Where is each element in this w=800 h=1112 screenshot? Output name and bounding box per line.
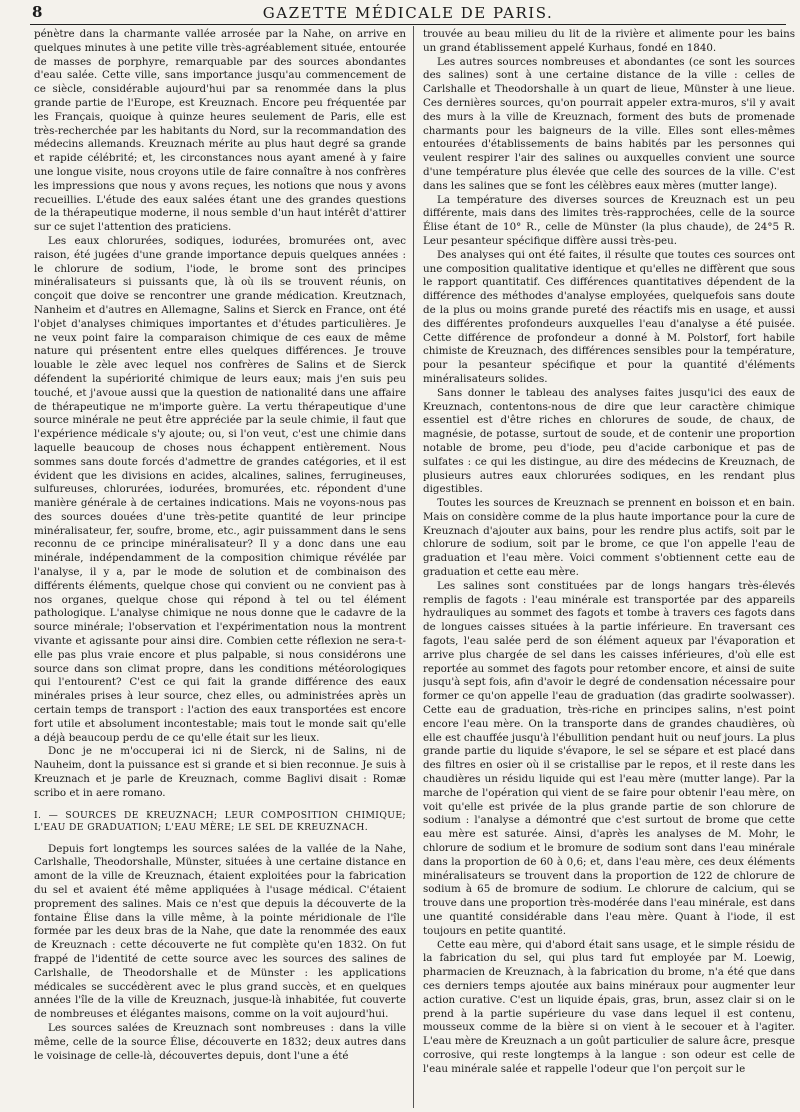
- right-column: [423, 28, 795, 1108]
- paragraph: Les salines sont constituées par de longs hangars très-élevés remplis de fagots : l'eau minérale est transportée par des appareils hydrauliques au sommet des fagots et tombe à travers ces fagots dans de longues caisses situées à la partie inférieure. En traversant ces fagots, l'eau salée perd de son élément aqueux par l'évaporation et arrive plus chargée de sel dans les caisses inférieures, d'où elle est reportée au sommet des fagots pour retomber encore, et ainsi de suite jusqu'à sept fois, afin d'avoir le degré de condensation nécessaire pour former ce qu'on appelle l'eau de graduation (das gradirte soolwasser). Cette eau de graduation, très-riche en principes salins, n'est point encore l'eau mère. On la transporte dans de grandes chaudières, où elle est chauffée jusqu'à l'ébullition pendant huit ou neuf jours. La plus grande partie du liquide s'évapore, le sel se sépare et est placé dans des filtres en osier où il se cristallise par le repos, et il reste dans les chaudières un résidu liquide qui est l'eau mère (mutter lange). Par la marche de l'opération qui vient de se faire pour obtenir l'eau mère, on voit qu'elle est privée de la plus grande partie de son chlorure de sodium : l'analyse a démontré que c'est surtout de brome que cette eau mère est saturée. Ainsi, d'après les analyses de M. Mohr, le chlorure de sodium et le bromure de sodium sont dans l'eau minérale dans la proportion de 60 à 0,6; et, dans l'eau mère, ces deux éléments minéralisateurs se trouvent dans la proportion de 122 de chlorure de sodium à 65 de bromure de sodium. Le chlorure de calcium, qui se trouve dans une proportion très-modérée dans l'eau minérale, est dans une quantité considérable dans l'eau mère. Quant à l'iode, il est toujours en petite quantité.: [423, 579, 795, 937]
- left-column: [34, 28, 406, 1108]
- paragraph: trouvée au beau milieu du lit de la rivière et alimente pour les bains un grand établissement appelé Kurhaus, fondé en 1840.: [423, 28, 795, 54]
- paragraph: Sans donner le tableau des analyses faites jusqu'ici des eaux de Kreuznach, contentons-nous de dire que leur caractère chimique essentiel est d'être riches en chlorures de soude, de chaux, de magnésie, de potasse, surtout de soude, et de contenir une proportion notable de brome, peu d'iode, peu d'acide carbonique et pas de sulfates : ce qui les distingue, au dire des médecins de Kreuznach, de plusieurs autres eaux chlorurées sodiques, en les rendant plus digestibles.: [423, 386, 795, 496]
- paragraph: Toutes les sources de Kreuznach se prennent en boisson et en bain. Mais on considère comme de la plus haute importance pour la cure de Kreuznach d'ajouter aux bains, pour les rendre plus actifs, soit par le chlorure de sodium, soit par le brome, ce que l'on appelle l'eau de graduation et l'eau mère. Voici comment s'obtiennent cette eau de graduation et cette eau mère.: [423, 497, 795, 579]
- column-divider: [413, 26, 414, 1108]
- header-rule: [30, 24, 786, 25]
- paragraph: Les autres sources nombreuses et abondantes (ce sont les sources des salines) sont à une certaine distance de la ville : celles de Carlshalle et Theodorshalle à un quart de lieue, Münster à une lieue. Ces dernières sources, qu'on pourrait appeler extra-muros, s'il y avait des murs à la ville de Kreuznach, forment des buts de promenade charmants pour les baigneurs de la ville. Elles sont elles-mêmes entourées d'établissements de bains habités par les personnes qui veulent respirer l'air des salines ou auxquelles convient une source d'une température plus élevée que celle des sources de la ville. C'est dans les salines que se font les célèbres eaux mères (mutter lange).: [423, 55, 795, 192]
- paragraph: Cette eau mère, qui d'abord était sans usage, et le simple résidu de la fabrication du sel, qui plus tard fut employée par M. Loewig, pharmacien de Kreuznach, à la fabrication du brome, n'a été que dans ces derniers temps ajoutée aux bains minéraux pour augmenter leur action curative. C'est un liquide épais, gras, brun, assez clair si on le prend à la partie supérieure du vase dans lequel il est contenu, mousseux comme de la bière si on vient à le secouer et à l'agiter. L'eau mère de Kreuznach a un goût particulier de salure âcre, presque corrosive, qui reste longtemps à la langue : son odeur est celle de l'eau minérale salée et rappelle l'odeur que l'on perçoit sur le: [423, 938, 795, 1075]
- paragraph: Des analyses qui ont été faites, il résulte que toutes ces sources ont une composition qualitative identique et qu'elles ne diffèrent que sous le rapport quantitatif. Ces différences quantitatives dépendent de la différence des méthodes d'analyse employées, quelquefois sans doute de la plus ou moins grande pureté des réactifs mis en usage, et aussi des différentes profondeurs auxquelles l'eau d'analyse a été puisée. Cette différence de profondeur a donné à M. Polstorf, fort habile chimiste de Kreuznach, des différences sensibles pour la température, pour la pesanteur spécifique et pour la quantité d'éléments minéralisateurs solides.: [423, 248, 795, 385]
- page-number: 8: [32, 3, 43, 21]
- paragraph: Donc je ne m'occuperai ici ni de Sierck, ni de Salins, ni de Nauheim, dont la puissance est si grande et si bien reconnue. Je suis à Kreuznach et je parle de Kreuznach, comme Baglivi disait : Romæ scribo et in aere romano.: [34, 745, 406, 799]
- paragraph: Les eaux chlorurées, sodiques, iodurées, bromurées ont, avec raison, été jugées d'une grande importance depuis quelques années : le chlorure de sodium, l'iode, le brome sont des principes minéralisateurs si puissants que, là où ils se trouvent réunis, on conçoit que doive se rencontrer une grande médication. Kreutznach, Nanheim et d'autres en Allemagne, Salins et Sierck en France, ont été l'objet d'analyses chimiques importantes et d'études particulières. Je ne veux point faire la comparaison chimique de ces eaux de même nature qui présentent entre elles quelques différences. Je trouve louable le zèle avec lequel nos confrères de Salins et de Sierck défendent la supériorité chimique de leurs eaux; mais j'en suis peu touché, et j'avoue aussi que la question de nationalité dans une affaire de thérapeutique ne m'importe guère. La vertu thérapeutique d'une source minérale ne peut être appréciée par la seule chimie, il faut que l'expérience médicale s'y ajoute; ou, si l'on veut, c'est une chimie dans laquelle beaucoup de choses nous échappent entièrement. Nous sommes sans doute forcés d'admettre de grandes catégories, et il est évident que les divisions en acides, alcalines, salines, ferrugineuses, sulfureuses, chlorurées, iodurées, bromurées, etc. répondent d'une manière générale à de certaines indications. Mais ne voyons-nous pas des sources douées d'une très-petite quantité de leur principe minéralisateur, fer, soufre, brome, etc., agir puissamment dans le sens reconnu de ce principe minéralisateur? Il y a donc dans une eau minérale, indépendamment de la composition chimique révélée par l'analyse, il y a, par le mode de solution et de combinaison des différents éléments, quelque chose qui convient ou ne convient pas à nos organes, quelque chose qui répond à tel ou tel élément pathologique. L'analyse chimique ne nous donne que le cadavre de la source minérale; l'observation et l'expérimentation nous la montrent vivante et agissante pour ainsi dire. Combien cette réflexion ne sera-t-elle pas plus vraie encore et plus palpable, si nous considérons une source dans son climat propre, dans les conditions météorologiques qui l'entourent? C'est ce qui fait la grande différence des eaux minérales prises à leur source, chez elles, ou administrées après un certain temps de transport : l'action des eaux transportées est encore fort utile et absolument incontestable; mais tout le monde sait qu'elle a déjà beaucoup perdu de ce qu'elle était sur les lieux.: [34, 234, 406, 744]
- paragraph: pénètre dans la charmante vallée arrosée par la Nahe, on arrive en quelques minutes à une petite ville très-agréablement située, entourée de masses de porphyre, remarquable par des sources abondantes d'eau salée. Cette ville, sans importance jusqu'au commencement de ce siècle, considérable aujourd'hui par sa renommée dans la plus grande partie de l'Europe, est Kreuznach. Encore peu fréquentée par les Français, quoique à quinze heures seulement de Paris, elle est très-recherchée par les habitants du Nord, sur la recommandation des médecins allemands. Kreuznach mérite au plus haut degré sa grande et rapide célébrité; et, les circonstances nous ayant amené à y faire une longue visite, nous croyons utile de faire connaître à nos confrères les impressions que nous y avons reçues, les notions que nous y avons recueillies. L'étude des eaux salées étant une des grandes questions de la thérapeutique moderne, il nous semble d'un haut intérêt d'attirer sur ce sujet l'attention des praticiens.: [34, 28, 406, 234]
- section-heading: I. — SOURCES DE KREUZNACH; LEUR COMPOSITION CHIMIQUE; L'EAU DE GRADUATION; L'EAU MÈRE; LE SEL DE KREUZNACH.: [34, 809, 406, 834]
- page-header: [30, 4, 786, 24]
- paragraph: Les sources salées de Kreuznach sont nombreuses : dans la ville même, celle de la source Élise, découverte en 1832; deux autres dans le voisinage de celle-là, découvertes depuis, dont l'une a été: [34, 1021, 406, 1062]
- paragraph: Depuis fort longtemps les sources salées de la vallée de la Nahe, Carlshalle, Theodorshalle, Münster, situées à une certaine distance en amont de la ville de Kreuznach, étaient exploitées pour la fabrication du sel et avaient été même appliquées à l'usage médical. C'étaient proprement des salines. Mais ce n'est que depuis la découverte de la fontaine Élise dans la ville même, à la pointe méridionale de l'île formée par les deux bras de la Nahe, que date la renommée des eaux de Kreuznach : cette découverte ne fut complète qu'en 1832. On fut frappé de l'identité de cette source avec les sources des salines de Carlshalle, de Theodorshalle et de Münster : les applications médicales se succédèrent avec le plus grand succès, et en quelques années l'île de la ville de Kreuznach, jusque-là inhabitée, fut couverte de nombreuses et élégantes maisons, comme on la voit aujourd'hui.: [34, 842, 406, 1021]
- paragraph: La température des diverses sources de Kreuznach est un peu différente, mais dans des limites très-rapprochées, celle de la source Élise étant de 10° R., celle de Münster (la plus chaude), de 24°5 R. Leur pesanteur spécifique diffère aussi très-peu.: [423, 193, 795, 247]
- journal-title: GAZETTE MÉDICALE DE PARIS.: [262, 4, 554, 22]
